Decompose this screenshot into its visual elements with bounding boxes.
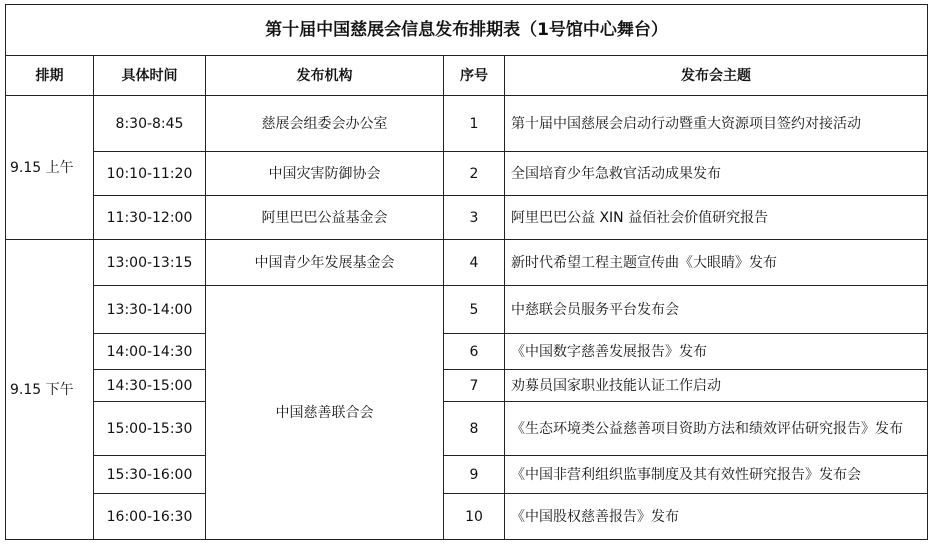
topic-cell: 新时代希望工程主题宣传曲《大眼睛》发布: [505, 240, 928, 286]
table-row: [6, 494, 928, 540]
table-row: [6, 402, 928, 456]
table-row: [6, 152, 928, 196]
table-row: [6, 456, 928, 494]
header-number: 序号: [444, 56, 505, 96]
number-cell: 1: [444, 96, 505, 152]
header-topic: 发布会主题: [505, 56, 928, 96]
number-cell: 10: [444, 494, 505, 540]
time-cell: 15:00-15:30: [94, 402, 206, 456]
number-cell: 6: [444, 334, 505, 370]
number-cell: 5: [444, 286, 505, 334]
topic-cell: 《中国数字慈善发展报告》发布: [505, 334, 928, 370]
time-cell: 13:30-14:00: [94, 286, 206, 334]
org-cell: 阿里巴巴公益基金会: [206, 196, 444, 240]
time-cell: 8:30-8:45: [94, 96, 206, 152]
time-cell: 11:30-12:00: [94, 196, 206, 240]
title-row: [6, 5, 928, 56]
number-cell: 7: [444, 370, 505, 402]
table-row: [6, 96, 928, 152]
table-row: [6, 196, 928, 240]
time-cell: 13:00-13:15: [94, 240, 206, 286]
table-row: [6, 240, 928, 286]
topic-cell: 第十届中国慈展会启动行动暨重大资源项目签约对接活动: [505, 96, 928, 152]
org-cell-merged: 中国慈善联合会: [206, 286, 444, 540]
header-org: 发布机构: [206, 56, 444, 96]
table-row: [6, 370, 928, 402]
org-cell: 中国青少年发展基金会: [206, 240, 444, 286]
topic-cell: 阿里巴巴公益 XIN 益佰社会价值研究报告: [505, 196, 928, 240]
topic-cell: 《中国股权慈善报告》发布: [505, 494, 928, 540]
time-cell: 16:00-16:30: [94, 494, 206, 540]
number-cell: 8: [444, 402, 505, 456]
header-time: 具体时间: [94, 56, 206, 96]
schedule-sheet: [5, 4, 927, 552]
org-cell: 中国灾害防御协会: [206, 152, 444, 196]
time-cell: 14:30-15:00: [94, 370, 206, 402]
period-afternoon: 9.15 下午: [6, 240, 94, 540]
number-cell: 4: [444, 240, 505, 286]
header-row: [6, 56, 928, 96]
topic-cell: 劝募员国家职业技能认证工作启动: [505, 370, 928, 402]
topic-cell: 《中国非营利组织监事制度及其有效性研究报告》发布会: [505, 456, 928, 494]
header-period: 排期: [6, 56, 94, 96]
time-cell: 10:10-11:20: [94, 152, 206, 196]
topic-cell: 全国培育少年急救官活动成果发布: [505, 152, 928, 196]
topic-cell: 《生态环境类公益慈善项目资助方法和绩效评估研究报告》发布: [505, 402, 928, 456]
schedule-table: [5, 4, 928, 540]
table-row: [6, 334, 928, 370]
table-row: [6, 286, 928, 334]
number-cell: 3: [444, 196, 505, 240]
number-cell: 2: [444, 152, 505, 196]
org-cell: 慈展会组委会办公室: [206, 96, 444, 152]
time-cell: 14:00-14:30: [94, 334, 206, 370]
period-morning: 9.15 上午: [6, 96, 94, 240]
topic-cell: 中慈联会员服务平台发布会: [505, 286, 928, 334]
number-cell: 9: [444, 456, 505, 494]
table-title: 第十届中国慈展会信息发布排期表（1号馆中心舞台）: [6, 5, 928, 56]
time-cell: 15:30-16:00: [94, 456, 206, 494]
